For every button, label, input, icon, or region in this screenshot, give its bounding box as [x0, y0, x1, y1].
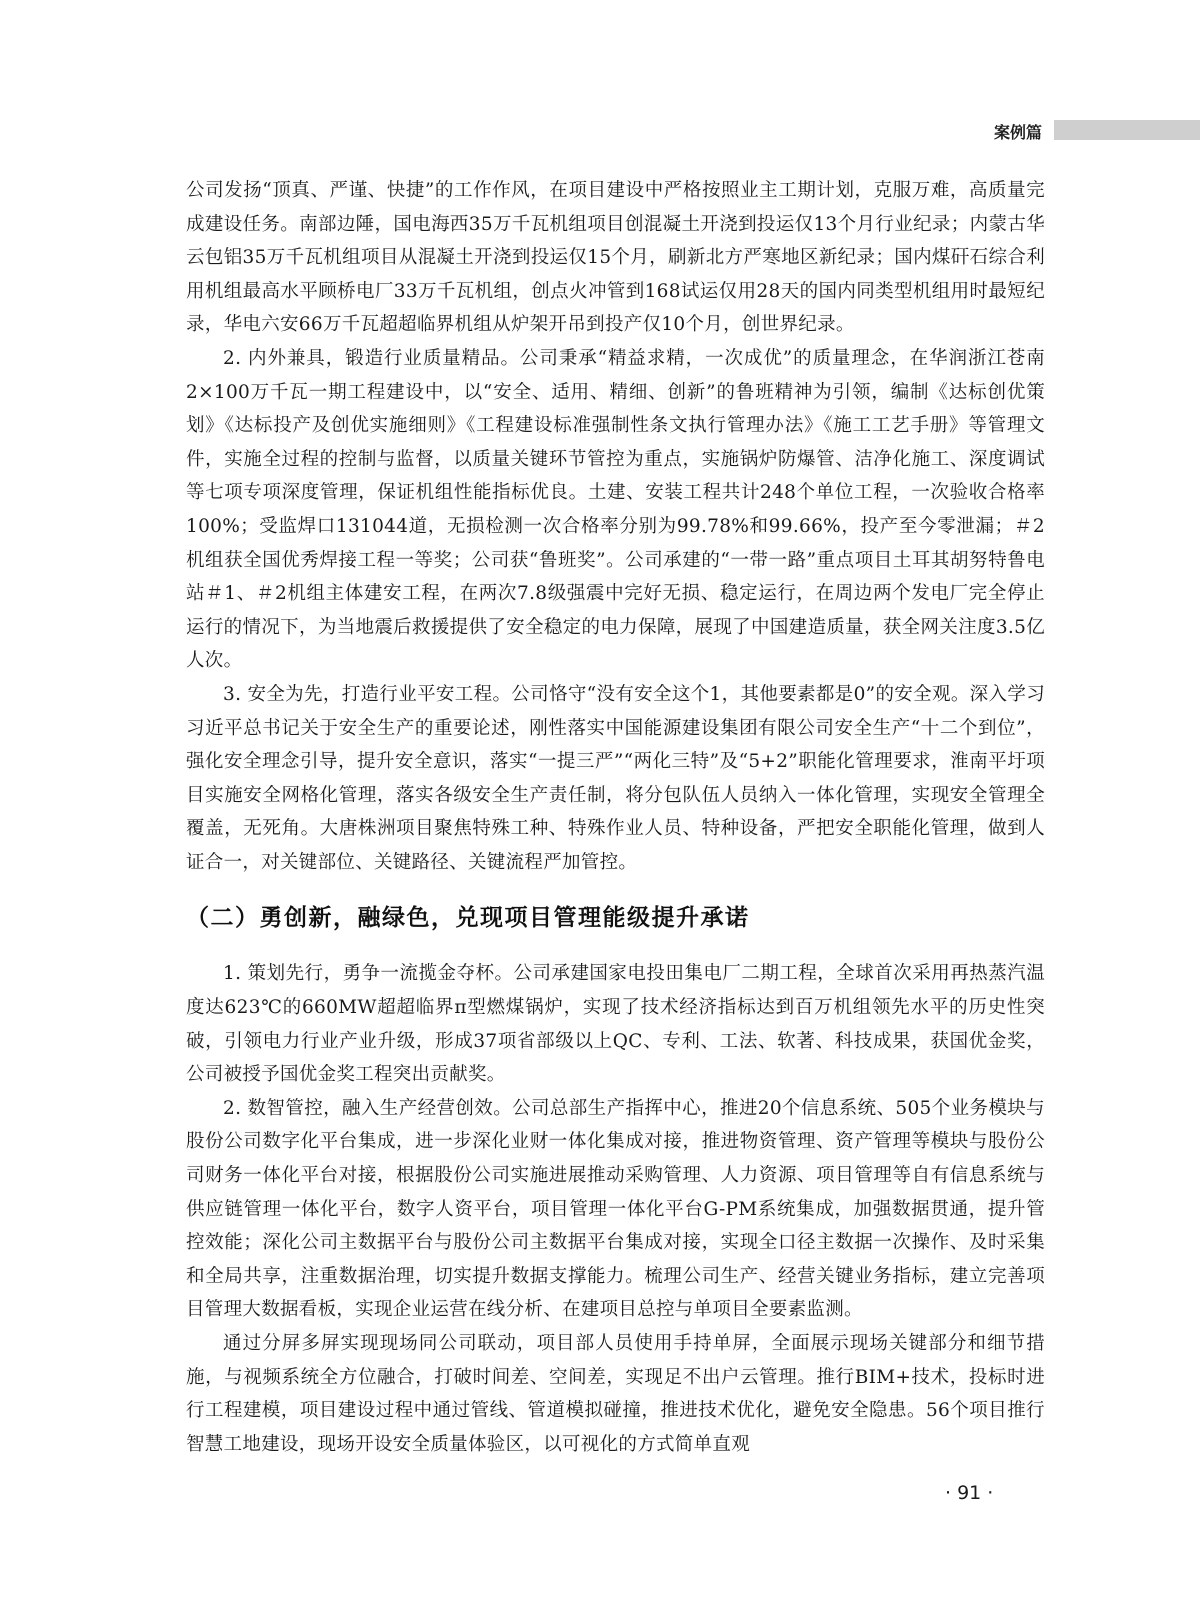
paragraph: 公司发扬“顶真、严谨、快捷”的工作作风，在项目建设中严格按照业主工期计划，克服万难，高质量完成建设任务。南部边陲，国电海西35万千瓦机组项目创混凝土开浇到投运仅13个月行业纪录；内蒙古华云包铝35万千瓦机组项目从混凝土开浇到投运仅15个月，刷新北方严寒地区新纪录；国内煤矸石综合利用机组最高水平顾桥电厂33万千瓦机组，创点火冲管到168试运仅用28天的国内同类型机组用时最短纪录，华电六安66万千瓦超超临界机组从炉架开吊到投产仅10个月，创世界纪录。	[186, 180, 1045, 336]
paragraph: 1. 策划先行，勇争一流揽金夺杯。公司承建国家电投田集电厂二期工程，全球首次采用再热蒸汽温度达623℃的660MW超超临界π型燃煤锅炉，实现了技术经济指标达到百万机组领先水平的历史性突破，引领电力行业产业升级，形成37项省部级以上QC、专利、工法、软著、科技成果，获国优金奖，公司被授予国优金奖工程突出贡献奖。	[186, 963, 1045, 1086]
section-tag: 案例篇	[994, 122, 1043, 142]
header-bar	[1054, 120, 1200, 140]
paragraph: 2. 内外兼具，锻造行业质量精品。公司秉承“精益求精，一次成优”的质量理念，在华润浙江苍南2×100万千瓦一期工程建设中，以“安全、适用、精细、创新”的鲁班精神为引领，编制《达标创优策划》《达标投产及创优实施细则》《工程建设标准强制性条文执行管理办法》《施工工艺手册》等管理文件，实施全过程的控制与监督，以质量关键环节管控为重点，实施锅炉防爆管、洁净化施工、深度调试等七项专项深度管理，保证机组性能指标优良。土建、安装工程共计248个单位工程，一次验收合格率100%；受监焊口131044道，无损检测一次合格率分别为99.78%和99.66%，投产至今零泄漏；＃2机组获全国优秀焊接工程一等奖；公司获“鲁班奖”。公司承建的“一带一路”重点项目土耳其胡努特鲁电站＃1、＃2机组主体建安工程，在两次7.8级强震中完好无损、稳定运行，在周边两个发电厂完全停止运行的情况下，为当地震后救援提供了安全稳定的电力保障，展现了中国建造质量，获全网关注度3.5亿人次。	[186, 347, 1045, 672]
section-heading: （二）勇创新，融绿色，兑现项目管理能级提升承诺	[186, 904, 750, 932]
page-body	[186, 174, 1045, 1461]
running-header	[994, 118, 1200, 144]
paragraph: 3. 安全为先，打造行业平安工程。公司恪守“没有安全这个1，其他要素都是0”的安全观。深入学习习近平总书记关于安全生产的重要论述，刚性落实中国能源建设集团有限公司安全生产“十二个到位”，强化安全理念引导，提升安全意识，落实“一提三严”“两化三特”及“5+2”职能化管理要求，淮南平圩项目实施安全网格化管理，落实各级安全生产责任制，将分包队伍人员纳入一体化管理，实现安全管理全覆盖，无死角。大唐株洲项目聚焦特殊工种、特殊作业人员、特种设备，严把安全职能化管理，做到人证合一，对关键部位、关键路径、关键流程严加管控。	[186, 683, 1045, 873]
paragraph: 通过分屏多屏实现现场同公司联动，项目部人员使用手持单屏，全面展示现场关键部分和细节措施，与视频系统全方位融合，打破时间差、空间差，实现足不出户云管理。推行BIM+技术，投标时进行工程建模，项目建设过程中通过管线、管道模拟碰撞，推进技术优化，避免安全隐患。56个项目推行智慧工地建设，现场开设安全质量体验区，以可视化的方式简单直观	[186, 1333, 1045, 1455]
page-number: · 91 ·	[945, 1482, 994, 1504]
paragraph: 2. 数智管控，融入生产经营创效。公司总部生产指挥中心，推进20个信息系统、505个业务模块与股份公司数字化平台集成，进一步深化业财一体化集成对接，推进物资管理、资产管理等模块与股份公司财务一体化平台对接，根据股份公司实施进展推动采购管理、人力资源、项目管理等自有信息系统与供应链管理一体化平台，数字人资平台，项目管理一体化平台G-PM系统集成，加强数据贯通，提升管控效能；深化公司主数据平台与股份公司主数据平台集成对接，实现全口径主数据一次操作、及时采集和全局共享，注重数据治理，切实提升数据支撑能力。梳理公司生产、经营关键业务指标，建立完善项目管理大数据看板，实现企业运营在线分析、在建项目总控与单项目全要素监测。	[186, 1097, 1045, 1321]
